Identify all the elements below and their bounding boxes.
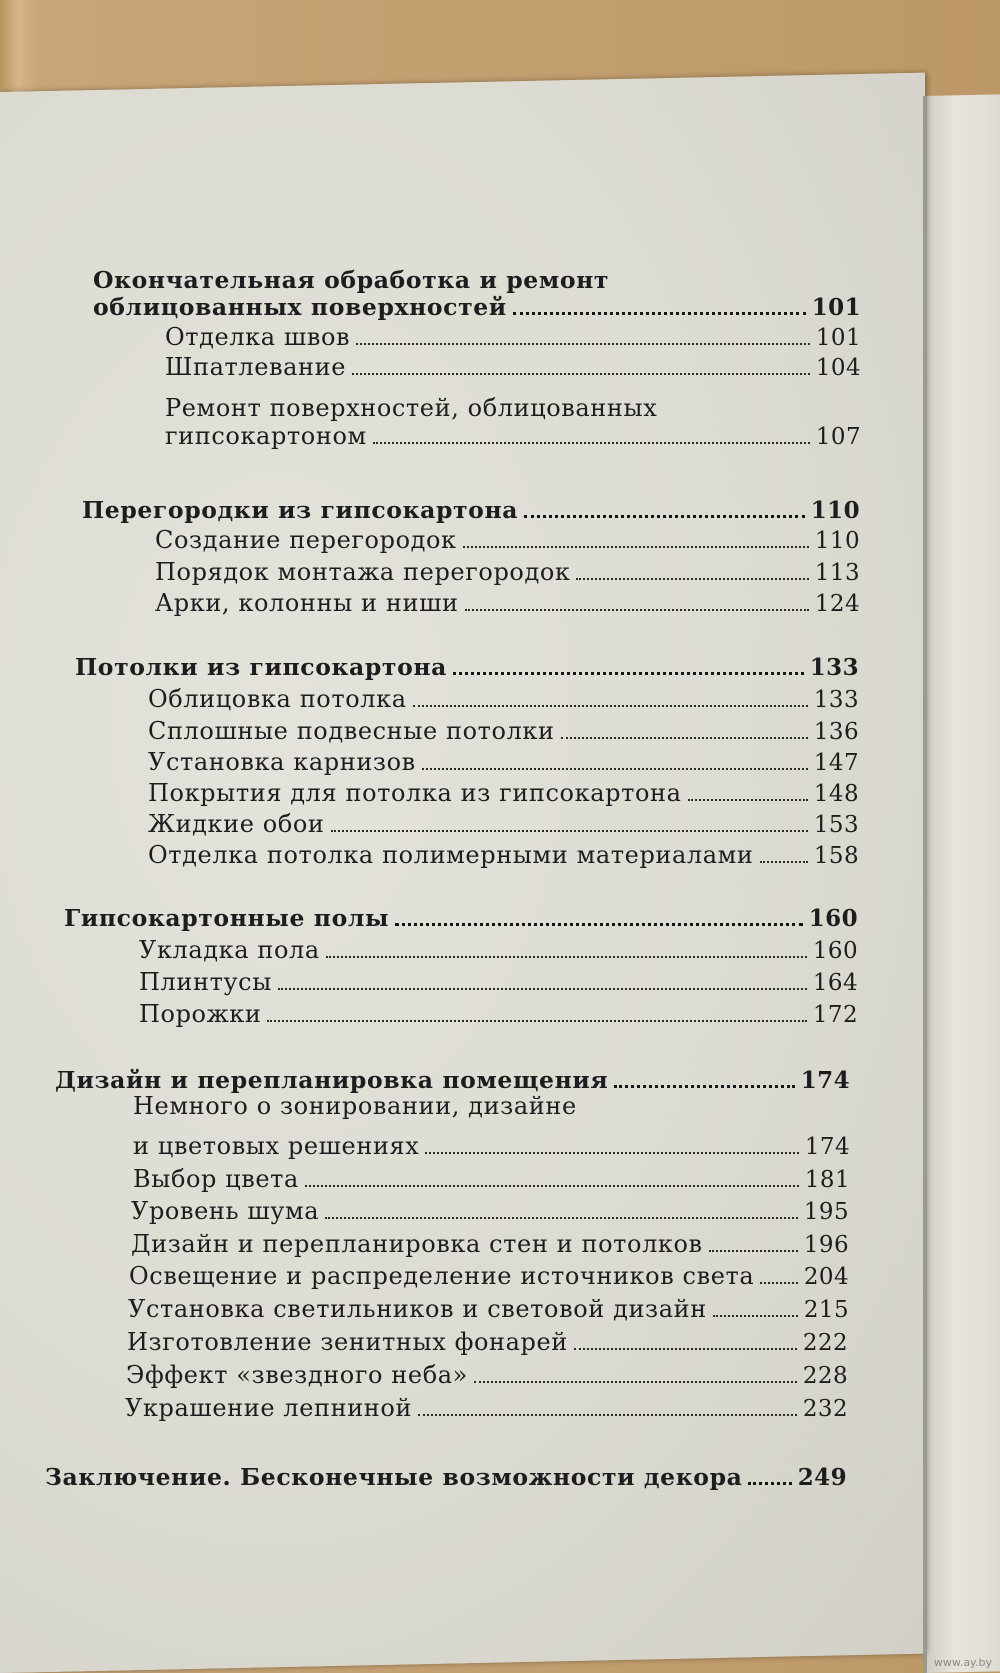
toc-item-row[interactable] (165, 421, 861, 451)
dot-leader (352, 373, 810, 375)
dot-leader (267, 1020, 806, 1022)
toc-item-row[interactable] (139, 967, 858, 997)
page-number: 228 (802, 1363, 848, 1389)
dot-leader (373, 442, 810, 444)
toc-item-title: Выбор цвета (133, 1165, 299, 1193)
toc-item-title: и цветовых решениях (133, 1132, 420, 1160)
toc-item-row[interactable] (155, 525, 860, 555)
dot-leader (760, 861, 808, 863)
page-number: 124 (814, 591, 860, 617)
page-number: 110 (810, 497, 860, 524)
toc-section-row[interactable] (93, 292, 861, 322)
toc-section-title: Потолки из гипсокартона (75, 653, 447, 681)
page-number: 174 (800, 1067, 850, 1094)
toc-item-title: Порожки (139, 1000, 262, 1028)
dot-leader (561, 737, 808, 739)
toc-item-row[interactable] (131, 1196, 849, 1226)
toc-section-row[interactable] (45, 1462, 847, 1492)
toc-item-row[interactable] (126, 1360, 848, 1390)
page-number: 215 (803, 1297, 849, 1323)
toc-section-title: Перегородки из гипсокартона (82, 496, 519, 524)
dot-leader (305, 1185, 799, 1187)
toc-item-row[interactable] (148, 840, 859, 870)
page-number: 101 (811, 294, 861, 321)
page-number: 104 (815, 355, 861, 381)
toc-item-title: Дизайн и перепланировка стен и потолков (131, 1230, 703, 1258)
dot-leader (576, 578, 808, 580)
dot-leader (453, 672, 804, 675)
watermark: www.ay.by (933, 1656, 992, 1669)
toc-item-row[interactable] (129, 1261, 849, 1291)
toc-section-title: Дизайн и перепланировка помещения (55, 1066, 609, 1094)
dot-leader (425, 1152, 798, 1154)
page-number: 204 (803, 1264, 849, 1290)
toc-item-title: Сплошные подвесные потолки (148, 717, 555, 745)
dot-leader (326, 956, 807, 958)
toc-item-title: Отделка швов (165, 323, 351, 351)
page-number: 133 (809, 654, 859, 681)
toc-item-row[interactable] (139, 999, 858, 1029)
dot-leader (413, 705, 808, 707)
toc-item-title: Изготовление зенитных фонарей (127, 1328, 568, 1356)
page-number: 107 (815, 424, 861, 450)
page-number: 110 (814, 528, 860, 554)
toc-item-title: Украшение лепниной (125, 1394, 413, 1422)
toc-item-row[interactable] (148, 778, 859, 808)
toc-item-row[interactable] (127, 1327, 848, 1357)
page-number: 153 (813, 812, 859, 838)
toc-section-title: Заключение. Бесконечные возможности декора (45, 1463, 743, 1491)
dot-leader (395, 923, 803, 926)
toc-item-row[interactable] (155, 588, 860, 618)
toc-item-row[interactable] (148, 716, 859, 746)
toc-item-title: Порядок монтажа перегородок (155, 558, 571, 586)
toc-item-title: Плинтусы (139, 968, 272, 996)
page-number: 158 (813, 843, 859, 869)
toc-item-title: Укладка пола (139, 936, 320, 964)
dot-leader (513, 312, 806, 315)
toc-item-row[interactable] (165, 322, 861, 352)
toc-item-title: гипсокартоном (165, 422, 367, 450)
toc-section-row[interactable] (82, 495, 860, 525)
dot-leader (748, 1482, 791, 1485)
toc-item-row[interactable] (133, 1131, 850, 1161)
toc-item-title: Ремонт поверхностей, облицованных (165, 394, 658, 422)
toc-item-row[interactable] (125, 1393, 848, 1423)
page-number: 249 (797, 1464, 847, 1491)
toc-item-title: Освещение и распределение источников света (129, 1262, 755, 1290)
toc-item-title: Шпатлевание (165, 353, 347, 381)
dot-leader (474, 1381, 797, 1383)
dot-leader (465, 609, 809, 611)
page-number: 148 (813, 781, 859, 807)
toc-section-title: Окончательная обработка и ремонт (93, 266, 610, 294)
toc-item-row[interactable] (148, 809, 859, 839)
dot-leader (418, 1414, 797, 1416)
dot-leader (760, 1282, 798, 1284)
dot-leader (524, 515, 805, 518)
toc-item-title: Эффект «звездного неба» (126, 1361, 468, 1389)
toc-section-title: облицованных поверхностей (93, 293, 507, 321)
dot-leader (688, 799, 808, 801)
toc-item-row[interactable] (139, 935, 858, 965)
toc-item-title: Установка светильников и световой дизайн (128, 1295, 707, 1323)
toc-item-title: Установка карнизов (148, 748, 416, 776)
toc-item-title: Отделка потолка полимерными материалами (148, 841, 754, 869)
page-number: 133 (813, 687, 859, 713)
toc-item-title: Жидкие обои (148, 810, 325, 838)
page-number: 160 (812, 938, 858, 964)
toc-item-row[interactable] (148, 747, 859, 777)
page-number: 101 (815, 325, 861, 351)
toc-item-row[interactable] (155, 557, 860, 587)
dot-leader (422, 768, 808, 770)
page-number: 195 (803, 1199, 849, 1225)
dot-leader (574, 1348, 797, 1350)
toc-section-title: Гипсокартонные полы (64, 904, 390, 932)
toc-item-row[interactable] (131, 1229, 849, 1259)
page-number: 147 (813, 750, 859, 776)
toc-item-title: Арки, колонны и ниши (155, 589, 459, 617)
page-number: 196 (803, 1232, 849, 1258)
page-number: 136 (813, 719, 859, 745)
toc-section-row[interactable] (75, 652, 859, 682)
toc-item-title: Облицовка потолка (148, 685, 407, 713)
page-number: 164 (812, 970, 858, 996)
dot-leader (614, 1085, 794, 1088)
toc-item-title: Немного о зонировании, дизайне (133, 1092, 577, 1120)
toc-item-row[interactable] (128, 1294, 849, 1324)
dot-leader (325, 1217, 798, 1219)
toc-item-title: Уровень шума (131, 1197, 320, 1225)
toc-item-row[interactable] (133, 1164, 850, 1194)
page-number: 172 (812, 1002, 858, 1028)
page-number: 222 (802, 1330, 848, 1356)
toc-section-row[interactable] (64, 903, 858, 933)
page-number: 174 (804, 1134, 850, 1160)
page-number: 113 (814, 560, 860, 586)
page-number: 160 (808, 905, 858, 932)
dot-leader (331, 830, 808, 832)
toc-item-row[interactable] (148, 684, 859, 714)
page-number: 181 (804, 1167, 850, 1193)
toc-item-title: Покрытия для потолка из гипсокартона (148, 779, 682, 807)
toc-item-title: Создание перегородок (155, 526, 457, 554)
dot-leader (463, 546, 809, 548)
dot-leader (278, 988, 807, 990)
toc-item-row[interactable] (165, 352, 861, 382)
dot-leader (709, 1250, 798, 1252)
dot-leader (713, 1315, 798, 1317)
page-number: 232 (802, 1396, 848, 1422)
dot-leader (356, 343, 810, 345)
